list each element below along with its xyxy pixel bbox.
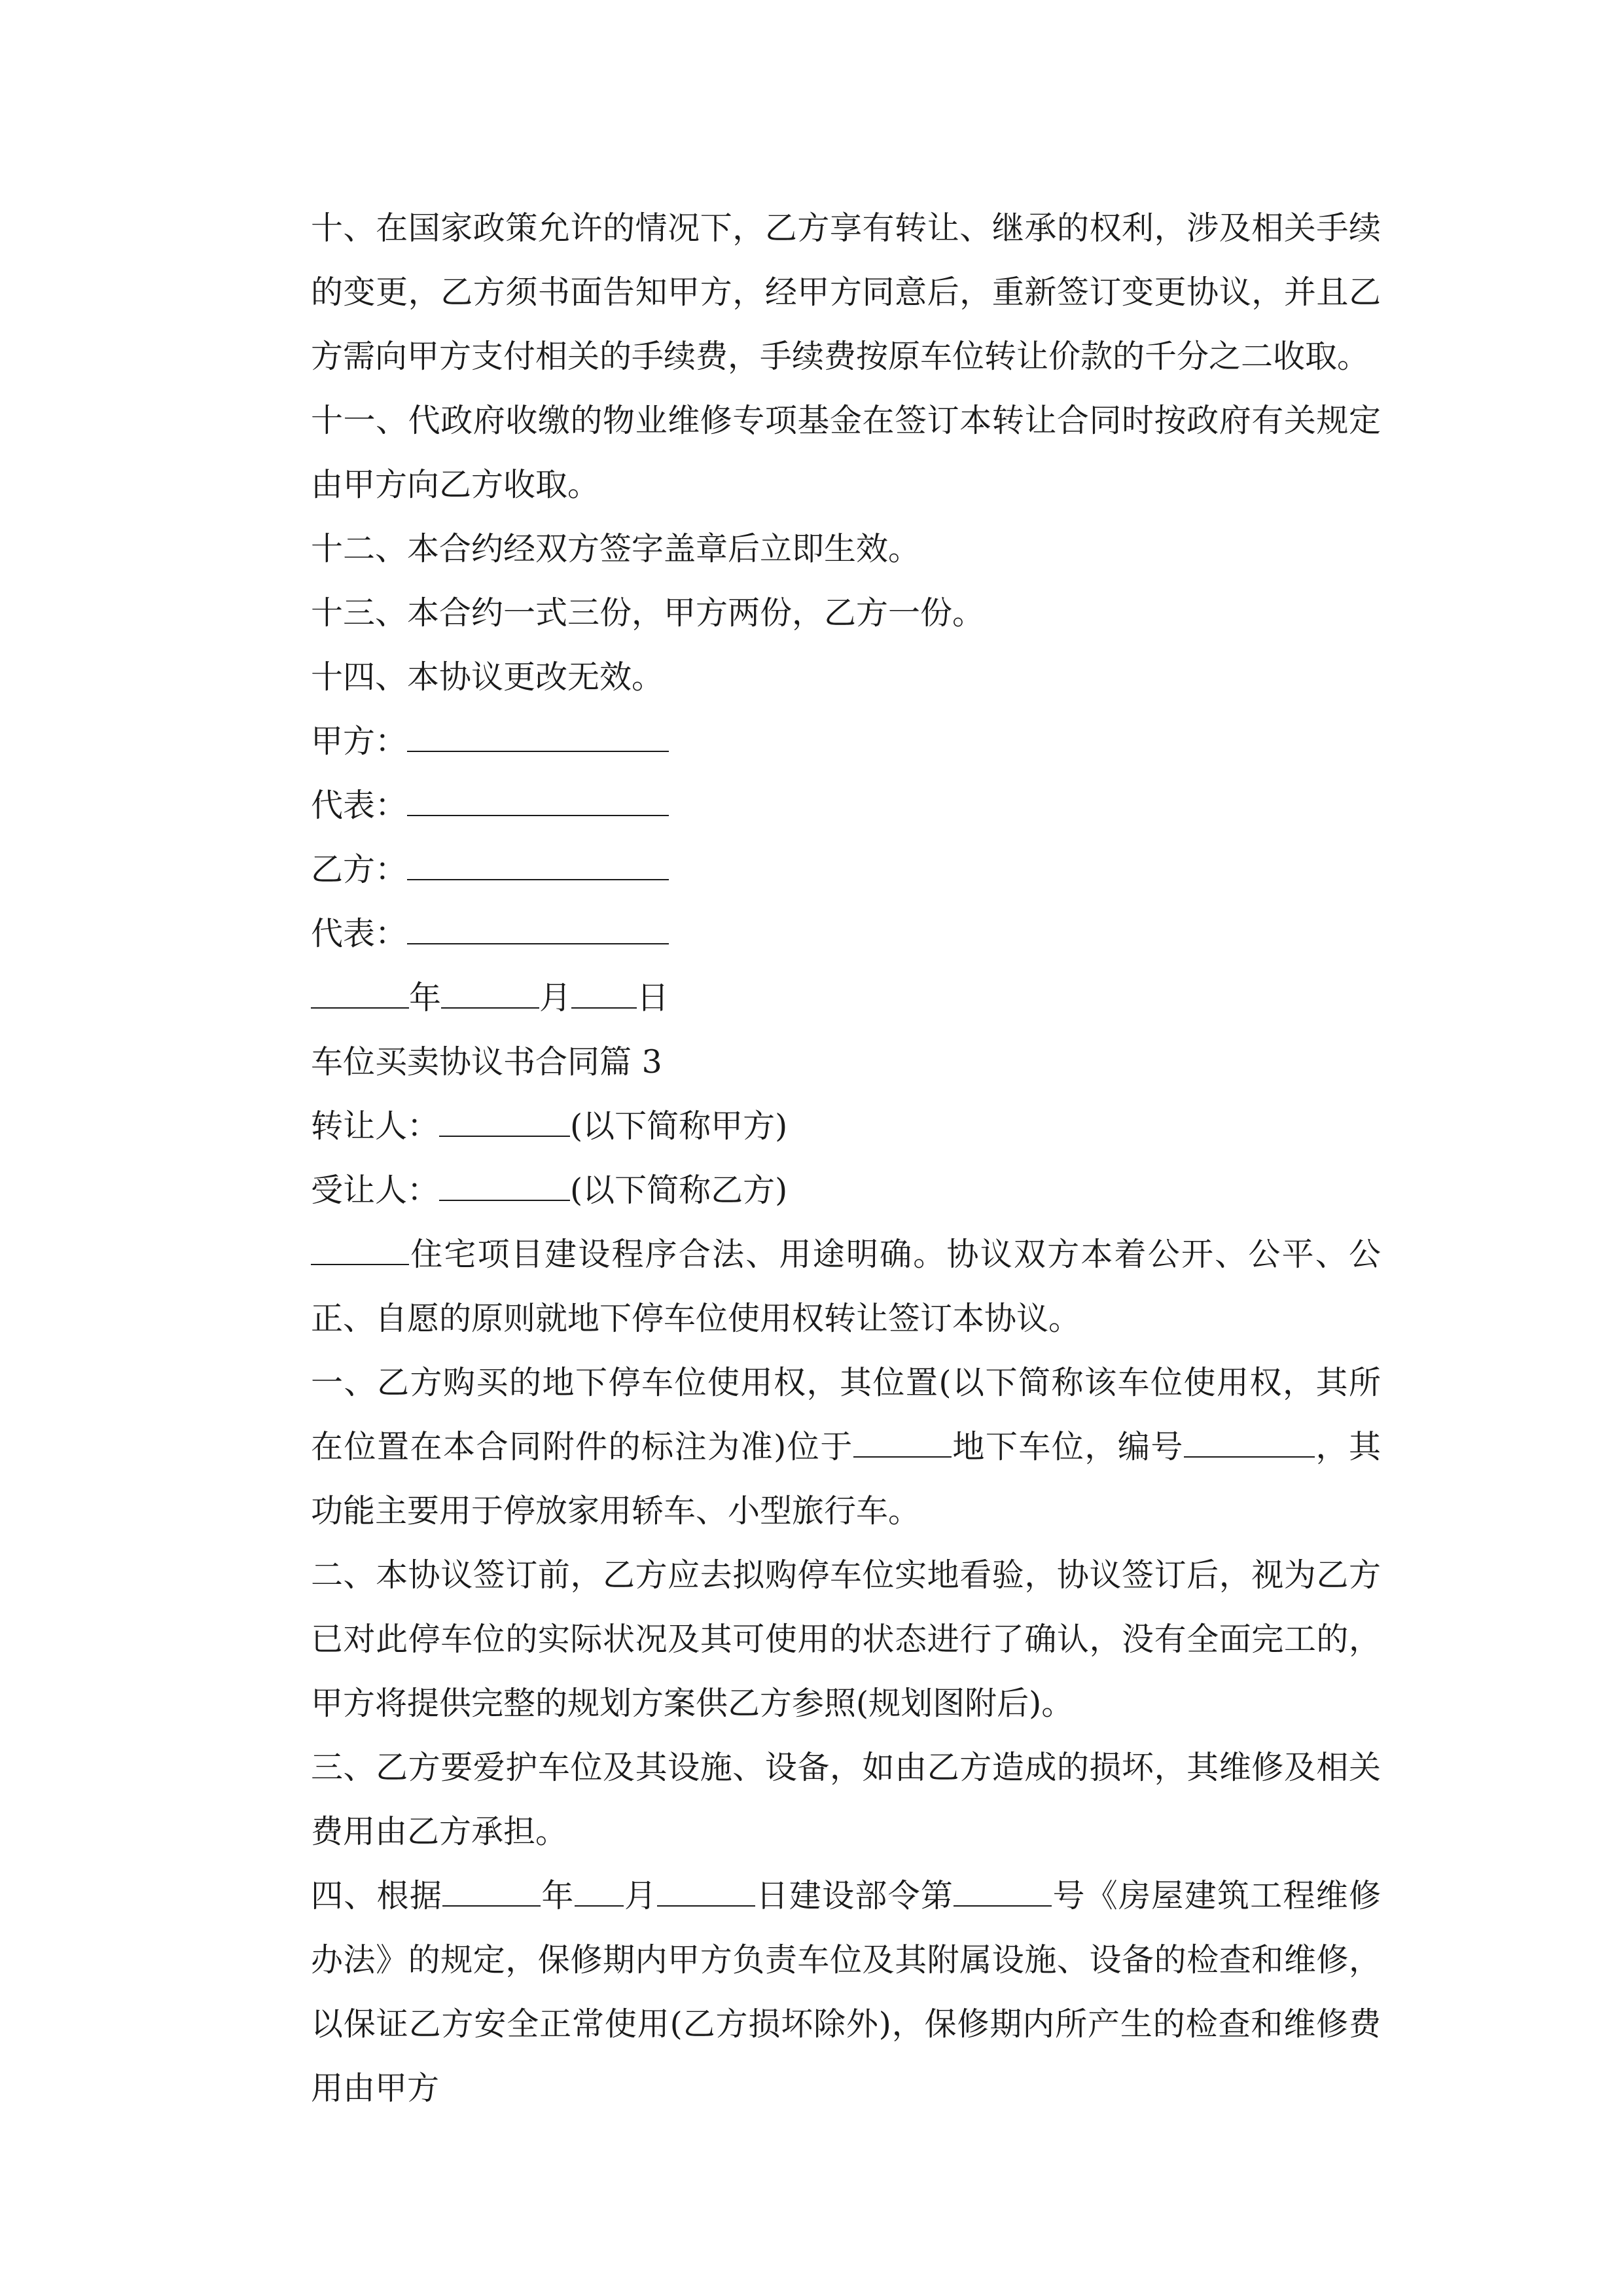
date-month-blank [441, 982, 539, 1009]
signature-party-b-line [407, 854, 669, 880]
location-blank [853, 1431, 952, 1458]
signature-rep-a [245, 774, 1381, 838]
transferee-note: (以下简称乙方) [570, 1172, 788, 1209]
article-3: 三、乙方要爱护车位及其设施、设备，如由乙方造成的损坏，其维修及相关费用由乙方承担。 [311, 1749, 1381, 1850]
project-name-blank [311, 1239, 409, 1265]
signature-date [245, 966, 1381, 1030]
article-4-text-a: 四、根据 [311, 1877, 443, 1914]
clause-14: 十四、本协议更改无效。 [311, 658, 664, 696]
article-2: 二、本协议签订前，乙方应去拟购停车位实地看验，协议签订后，视为乙方已对此停车位的实际状况及其可使用的状态进行了确认，没有全面完工的，甲方将提供完整的规划方案供乙方参照(规划图附后)。 [311, 1556, 1381, 1722]
art4-year-blank [442, 1880, 541, 1907]
signature-rep-b-label: 代表： [311, 915, 408, 952]
art4-month-blank [575, 1880, 624, 1907]
transferor-note: (以下简称甲方) [570, 1107, 788, 1145]
order-number-blank [954, 1880, 1052, 1907]
transferor-label: 转让人： [311, 1107, 440, 1145]
transferor-blank [439, 1111, 570, 1137]
signature-party-a [245, 709, 1381, 774]
signature-rep-b [245, 902, 1381, 966]
clause-10: 十、在国家政策允许的情况下，乙方享有转让、继承的权利，涉及相关手续的变更，乙方须书面告知甲方，经甲方同意后，重新签订变更协议，并且乙方需向甲方支付相关的手续费，手续费按原车位转让价款的千分之二收取。 [311, 209, 1381, 375]
article-4-day-order: 日建设部令第 [755, 1877, 954, 1914]
space-number-blank [1184, 1431, 1315, 1458]
signature-party-a-label: 甲方： [311, 723, 408, 760]
signature-rep-a-line [407, 790, 669, 816]
article-1 [245, 1351, 1381, 1543]
article-4-year: 年 [541, 1877, 575, 1914]
date-month-label: 月 [539, 979, 572, 1016]
signature-rep-b-line [407, 918, 669, 944]
transferee-label: 受让人： [311, 1172, 440, 1209]
date-day-blank [571, 982, 637, 1009]
art4-day-blank [657, 1880, 755, 1907]
signature-party-b-label: 乙方： [311, 851, 408, 888]
signature-party-a-line [407, 726, 669, 752]
article-4-text-b: 号《房屋建筑工程维修办法》的规定，保修期内甲方负责车位及其附属设施、设备的检查和维修，以保证乙方安全正常使用(乙方损坏除外)，保修期内所产生的检查和维修费用由甲方 [311, 1877, 1381, 2107]
signature-party-b [245, 838, 1381, 902]
article-1-text-b: 地下车位，编号 [951, 1428, 1184, 1465]
clause-13: 十三、本合约一式三份，甲方两份，乙方一份。 [311, 594, 985, 632]
clause-12: 十二、本合约经双方签字盖章后立即生效。 [311, 530, 921, 567]
section-title: 车位买卖协议书合同篇 3 [311, 1043, 662, 1081]
date-year-label: 年 [409, 979, 442, 1016]
document-body [245, 196, 1381, 2121]
signature-rep-a-label: 代表： [311, 787, 408, 824]
article-4 [245, 1864, 1381, 2121]
intro-text: 住宅项目建设程序合法、用途明确。协议双方本着公开、公平、公正、自愿的原则就地下停车位使用权转让签订本协议。 [311, 1236, 1381, 1337]
article-4-month: 月 [623, 1877, 658, 1914]
clause-11: 十一、代政府收缴的物业维修专项基金在签订本转让合同时按政府有关规定由甲方向乙方收取。 [311, 402, 1381, 503]
date-year-blank [311, 982, 409, 1009]
transferee-blank [439, 1175, 570, 1201]
article-1-text-a: 一、乙方购买的地下停车位使用权，其位置(以下简称该车位使用权，其所在位置在本合同附件的标注为准)位于 [311, 1364, 1381, 1465]
article-1-text-c: ，其功能主要用于停放家用轿车、小型旅行车。 [311, 1428, 1381, 1530]
transferee-line [245, 1158, 1381, 1223]
date-day-label: 日 [637, 979, 669, 1016]
intro-paragraph [245, 1223, 1381, 1351]
transferor-line [245, 1094, 1381, 1158]
